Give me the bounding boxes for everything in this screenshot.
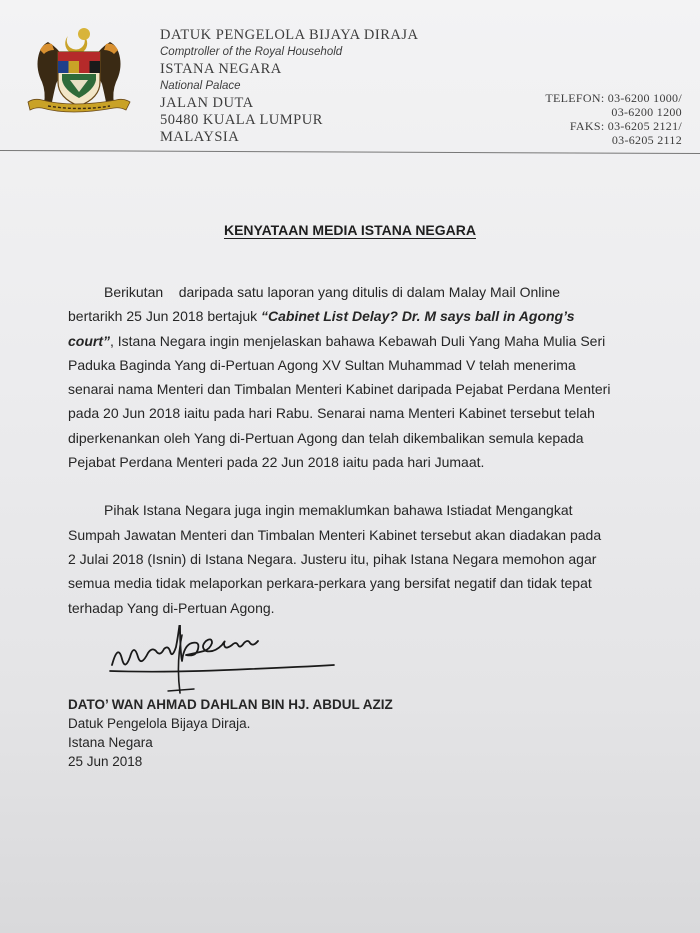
signer-name: DATO’ WAN AHMAD DAHLAN BIN HJ. ABDUL AZIZ: [68, 697, 393, 712]
palace-name-english: National Palace: [160, 80, 241, 92]
telefon-line-1: TELEFON: 03-6200 1000/: [545, 91, 682, 105]
telefon-line-2: 03-6200 1200: [611, 105, 682, 119]
address-country: MALAYSIA: [160, 129, 240, 145]
p1-line-1: [68, 280, 636, 304]
signer-office: Istana Negara: [68, 735, 153, 750]
p2-line-2: Sumpah Jawatan Menteri dan Timbalan Menteri Kabinet tersebut akan diadakan pada: [68, 526, 602, 543]
address-street: JALAN DUTA: [160, 95, 254, 111]
p2-line-4: semua media tidak melaporkan perkara-perkara yang bersifat negatif dan tidak tepat: [68, 575, 592, 592]
p2-line-1: Pihak Istana Negara juga ingin memaklumkan bahawa Istiadat Mengangkat: [104, 502, 573, 519]
p1-line-8: Pejabat Perdana Menteri pada 22 Jun 2018 iaitu pada hari Jumaat.: [68, 454, 485, 471]
statement-title: [0, 222, 700, 238]
letterhead-address: [160, 27, 418, 146]
faks-line-2: 03-6205 2112: [611, 133, 682, 147]
handwritten-signature: [108, 625, 340, 697]
paragraph-1: [68, 280, 636, 474]
office-name-english: Comptroller of the Royal Household: [160, 46, 343, 58]
letterhead-contact: [545, 91, 682, 147]
faks-line-1: FAKS: 03-6205 2121/: [569, 119, 682, 133]
paragraph-2: [68, 498, 636, 619]
p1-line-1-start: Berikutan: [104, 284, 164, 300]
letter-date: 25 Jun 2018: [68, 754, 143, 769]
signer-position: Datuk Pengelola Bijaya Diraja.: [68, 716, 251, 731]
letterhead-divider: [0, 150, 700, 154]
p1-line-6: pada 20 Jun 2018 iaitu pada hari Rabu. Senarai nama Menteri Kabinet tersebut telah: [68, 405, 595, 422]
p2-line-3: 2 Julai 2018 (Isnin) di Istana Negara. Justeru itu, pihak Istana Negara memohon agar: [68, 550, 597, 567]
p1-line-7: diperkenankan oleh Yang di-Pertuan Agong dan telah dikembalikan semula kepada: [68, 429, 584, 446]
statement-title-text: KENYATAAN MEDIA ISTANA NEGARA: [223, 222, 476, 238]
p1-line-3-rest: , Istana Negara ingin menjelaskan bahawa Kebawah Duli Yang Maha Mulia Seri: [110, 332, 606, 349]
p1-line-5: senarai nama Menteri dan Timbalan Menteri Kabinet daripada Pejabat Perdana Menteri: [68, 381, 611, 398]
statement-body: [68, 280, 636, 620]
p2-line-5: terhadap Yang di-Pertuan Agong.: [68, 599, 275, 616]
p1-line-1-end: daripada satu laporan yang ditulis di dalam Malay Mail Online: [178, 284, 561, 300]
p1-line-4: Paduka Baginda Yang di-Pertuan Agong XV Sultan Muhammad V telah menerima: [68, 356, 576, 373]
office-name: DATUK PENGELOLA BIJAYA DIRAJA: [160, 27, 419, 43]
malaysia-coat-of-arms-icon: [18, 22, 140, 122]
signer-block: [68, 695, 393, 771]
p1-line-3: [68, 329, 636, 353]
palace-name: ISTANA NEGARA: [160, 61, 282, 77]
article-title-part-2: court”: [68, 332, 110, 349]
article-title-part-1: “Cabinet List Delay? Dr. M says ball in Agong’s: [261, 308, 575, 325]
address-postcode-city: 50480 KUALA LUMPUR: [160, 112, 323, 128]
p1-line-2: [68, 304, 636, 328]
p1-line-2-start: bertarikh 25 Jun 2018 bertajuk: [68, 308, 262, 325]
